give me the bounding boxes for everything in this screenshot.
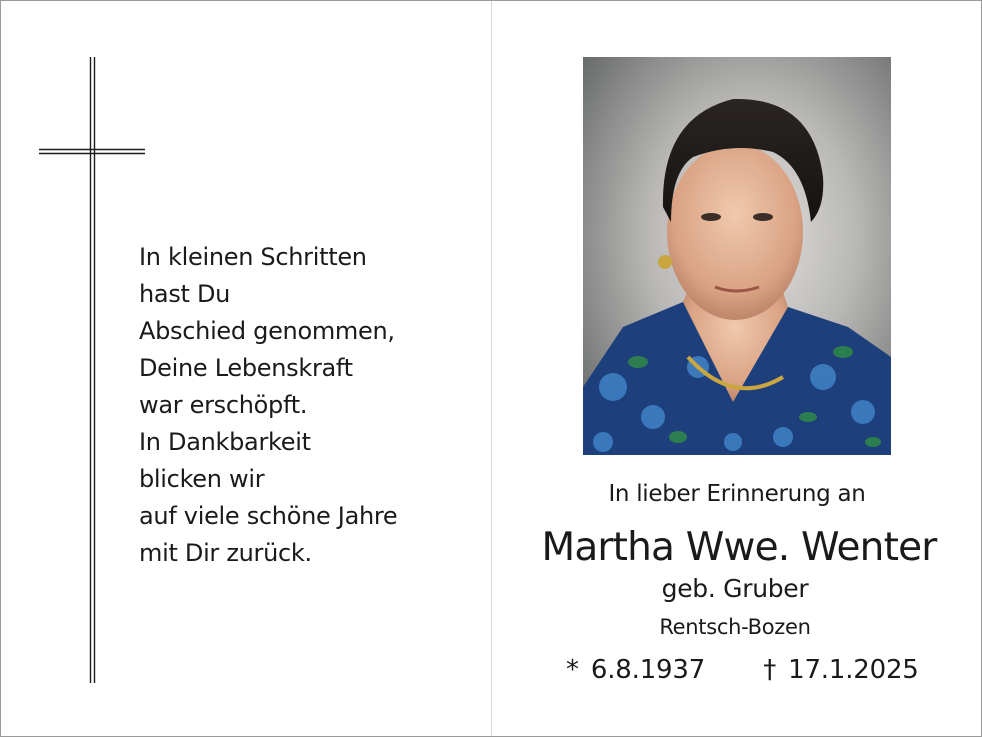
poem-line: auf viele schöne Jahre: [139, 502, 398, 530]
deceased-name: Martha Wwe. Wenter: [541, 525, 937, 570]
poem-line: mit Dir zurück.: [139, 539, 312, 567]
hometown: Rentsch-Bozen: [659, 615, 811, 639]
portrait-photo: [583, 57, 891, 455]
poem: [139, 239, 397, 572]
poem-line: In Dankbarkeit: [139, 428, 311, 456]
birth-date: 6.8.1937: [590, 655, 706, 685]
poem-line: Abschied genommen,: [139, 317, 395, 345]
maiden-name: geb. Gruber: [661, 574, 809, 603]
poem-line: In kleinen Schritten: [139, 243, 367, 271]
life-dates: [566, 655, 919, 685]
death-date: 17.1.2025: [788, 655, 919, 685]
birth-symbol: *: [566, 655, 579, 685]
poem-line: blicken wir: [139, 465, 265, 493]
cross-icon: [37, 57, 149, 683]
poem-line: Deine Lebenskraft: [139, 354, 353, 382]
death-symbol: †: [763, 655, 777, 685]
intro-text: In lieber Erinnerung an: [608, 481, 866, 507]
poem-line: war erschöpft.: [139, 391, 308, 419]
poem-line: hast Du: [139, 280, 231, 308]
